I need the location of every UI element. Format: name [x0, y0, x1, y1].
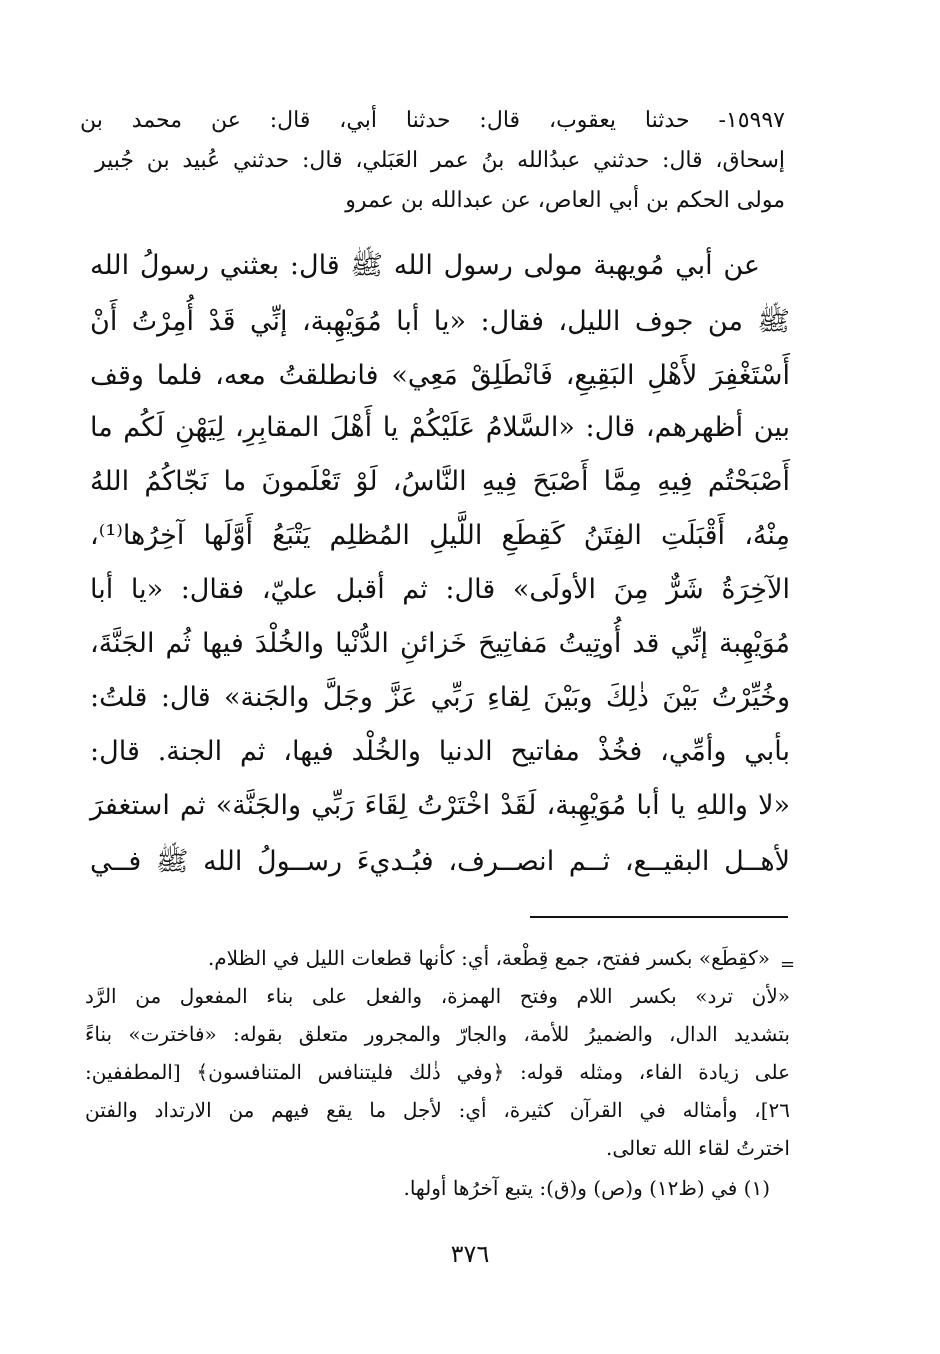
footnote-line-4: على زيادة الفاء، ومثله قوله: ﴿وفي ذٰلك فليتنافس المتنافسون﴾ [المطففين: — [85, 1060, 790, 1084]
matn-line-11: «لا واللهِ يا أبا مُوَيْهِبة، لَقَدْ اخْتَرْتُ لِقَاءَ رَبِّي والجَنَّة» ثم استغفرَ — [90, 790, 790, 821]
matn-line-4: بين أظهرهم، قال: «السَّلامُ عَلَيْكُمْ يا أَهْلَ المقابِرِ، لِيَهْنِ لَكُم ما — [90, 412, 790, 443]
footnote-separator — [530, 916, 788, 918]
isnad-line-2: إسحاق، قال: حدثني عبدُالله بنُ عمر العَبَلي، قال: حدثني عُبيد بن جُبير — [95, 148, 785, 173]
footnote-line-3: بتشديد الدال، والضميرُ للأمة، والجارّ والمجرور متعلق بقوله: «فاخترت» بناءً — [85, 1022, 790, 1046]
matn-line-8: مُوَيْهِبة إنِّي قد أُوتِيتُ مَفاتِيحَ خَزائنِ الدُّنْيا والخُلْدَ فيها ثُم الجَنَّةَ، — [90, 628, 790, 659]
matn-line-2: ﷺ من جوف الليل، فقال: «يا أبا مُوَيْهِبة، إنِّي قَدْ أُمِرْتُ أَنْ — [90, 306, 790, 337]
footnote-line-2: «لأن ترد» بكسر اللام وفتح الهمزة، والفعل على بناء المفعول من الرَّد — [85, 984, 790, 1008]
footnote-line-6: اخترتُ لقاء الله تعالى. — [605, 1136, 790, 1160]
matn-line-3: أَسْتَغْفِرَ لأَهْلِ البَقِيعِ، فَانْطَلِقْ مَعِي» فانطلقتُ معه، فلما وقف — [90, 360, 790, 391]
page-number: ٣٧٦ — [450, 1240, 490, 1268]
footnote-continuation-marker: = — [780, 954, 796, 975]
matn-line-9: وخُيِّرْتُ بَيْنَ ذٰلِكَ وبَيْنَ لِقاءِ رَبِّي عَزَّ وجَلَّ والجَنة» قال: قلتُ: — [90, 682, 790, 713]
matn-line-7: الآخِرَةُ شَرٌّ مِنَ الأولَى» قال: ثم أقبل عليّ، فقال: «يا أبا — [90, 574, 790, 605]
matn-line-5: أَصْبَحْتُم فِيهِ مِمَّا أَصْبَحَ فِيهِ النَّاسُ، لَوْ تَعْلَمونَ ما نَجّاكُمُ اللهُ — [90, 466, 790, 497]
matn-line-6: مِنْهُ، أَقْبَلَتِ الفِتَنُ كَقِطَعِ اللَّيلِ المُظلِم يَتْبَعُ أَوَّلَها آخِرُها⁽¹⁾، — [90, 520, 790, 551]
isnad-line-3: مولى الحكم بن أبي العاص، عن عبدالله بن عمرو — [345, 188, 785, 213]
matn-line-12: لأهــل البقيــع، ثــم انصــرف، فبُـديءَ رســولُ الله ﷺ فــي — [90, 846, 790, 877]
matn-line-10: بأبي وأمِّي، فخُذْ مفاتيح الدنيا والخُلْد فيها، ثم الجنة. قال: — [90, 736, 790, 767]
matn-line-1: عن أبي مُويهبة مولى رسول الله ﷺ قال: بعثني رسولُ الله — [90, 250, 760, 281]
footnote-line-1: «كقِطَع» بكسر ففتح، جمع قِطْعة، أي: كأنها قطعات الليل في الظلام. — [207, 946, 770, 970]
footnote-1: (١) في (ظ١٢) و(ص) و(ق): يتبع آخرُها أولها. — [403, 1176, 770, 1200]
footnote-line-5: ٢٦]، وأمثاله في القرآن كثيرة، أي: لأجل ما يقع فيهم من الارتداد والفتن — [85, 1098, 790, 1122]
isnad-line-1: ١٥٩٩٧- حدثنا يعقوب، قال: حدثنا أبي، قال: عن محمد بن — [80, 108, 785, 133]
